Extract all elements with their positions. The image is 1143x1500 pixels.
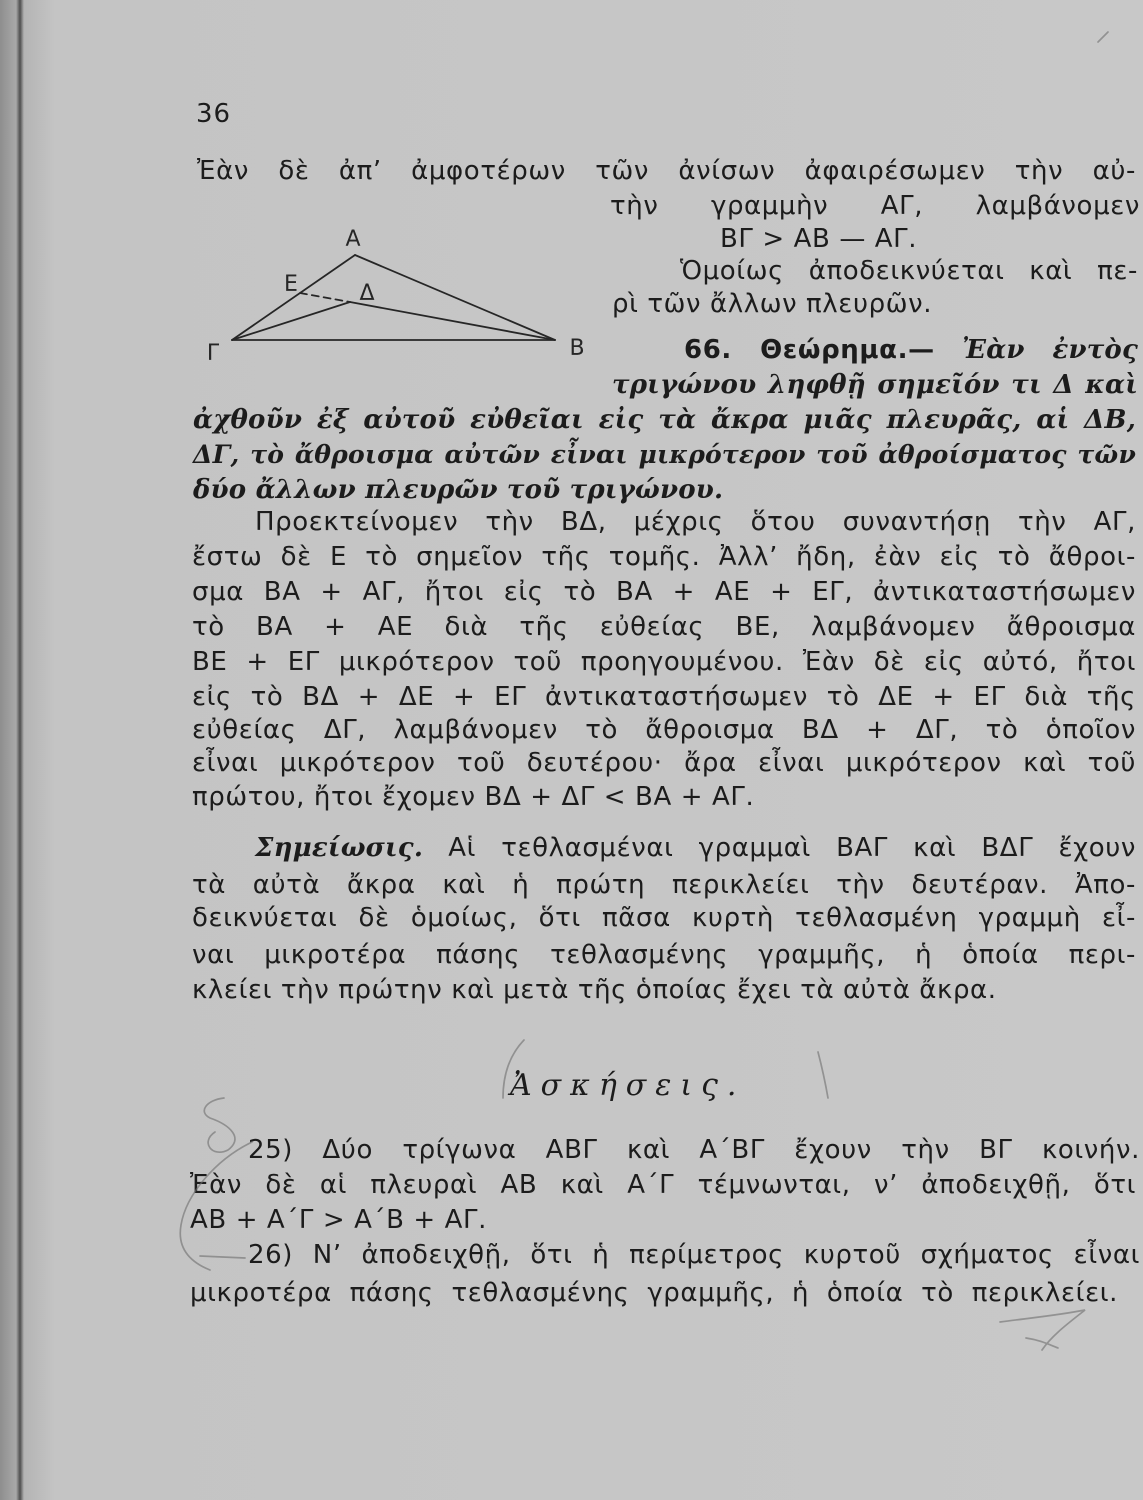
pencil-mark: [200, 1256, 245, 1258]
exercise-25-line: ΑΒ + Α΄Γ > Α΄Β + ΑΓ.: [190, 1205, 487, 1235]
side-ab: [355, 255, 555, 340]
page-number: 36: [196, 99, 232, 129]
proof-line: πρώτου, ἤτοι ἔχομεν ΒΔ + ΔΓ < ΒΑ + ΑΓ.: [192, 782, 755, 812]
theorem-line: ἀχθοῦν ἐξ αὐτοῦ εὐθεῖαι εἰς τὰ ἄκρα μιᾶς πλευρᾶς, αἱ ΔΒ,: [193, 405, 1136, 435]
triangle-figure: [200, 220, 600, 370]
intro-line: Ὁμοίως ἀποδεικνύεται καὶ πε-: [680, 256, 1138, 286]
pencil-mark: [1098, 32, 1108, 42]
note-line: [255, 831, 1136, 865]
proof-line: Προεκτείνομεν τὴν ΒΔ, μέχρις ὅτου συναντήσῃ τὴν ΑΓ,: [255, 507, 1136, 537]
segment-ed-dashed: [300, 293, 350, 302]
note-first-text: Αἱ τεθλασμέναι γραμμαὶ ΒΑΓ καὶ ΒΔΓ ἔχουν: [448, 833, 1136, 863]
side-ga: [232, 255, 355, 340]
exercise-26-line: μικροτέρα πάσης τεθλασμένης γραμμῆς, ἡ ὁποία τὸ περικλείει.: [190, 1278, 1118, 1308]
pencil-mark: [1000, 1310, 1085, 1350]
vertex-label-b: Β: [569, 336, 585, 361]
theorem-heading-line: [684, 333, 1138, 367]
note-line: ναι μικροτέρα πάσης τεθλασμένης γραμμῆς, ἡ ὁποία περι-: [192, 940, 1136, 970]
exercise-25-line: 25) Δύο τρίγωνα ΑΒΓ καὶ Α΄ΒΓ ἔχουν τὴν ΒΓ κοινήν.: [248, 1135, 1140, 1165]
note-line: δεικνύεται δὲ ὁμοίως, ὅτι πᾶσα κυρτὴ τεθλασμένη γραμμὴ εἶ-: [192, 903, 1136, 933]
proof-line: εὐθείας ΔΓ, λαμβάνομεν τὸ ἄθροισμα ΒΔ + ΔΓ, τὸ ὁποῖον: [192, 715, 1136, 745]
segment-gd: [232, 302, 350, 340]
segment-db: [350, 302, 555, 340]
intro-line: ρὶ τῶν ἄλλων πλευρῶν.: [612, 289, 933, 319]
theorem-title: 66. Θεώρημα.—: [684, 335, 935, 365]
pencil-mark: [818, 1052, 828, 1098]
vertex-label-a: Α: [345, 227, 361, 252]
exercise-26-line: 26) Ν’ ἀποδειχθῇ, ὅτι ἡ περίμετρος κυρτοῦ σχήματος εἶναι: [248, 1240, 1140, 1270]
intro-line: Ἐὰν δὲ ἀπ’ ἀμφοτέρων τῶν ἀνίσων ἀφαιρέσωμεν τὴν αὐ-: [197, 156, 1136, 186]
note-line: τὰ αὐτὰ ἄκρα καὶ ἡ πρώτη περικλείει τὴν δευτέραν. Ἀπο-: [192, 870, 1136, 900]
point-label-e: Ε: [284, 272, 298, 297]
exercise-25-line: Ἐὰν δὲ αἱ πλευραὶ ΑΒ καὶ Α΄Γ τέμνωνται, ν’ ἀποδειχθῇ, ὅτι: [190, 1170, 1136, 1200]
proof-line: σμα ΒΑ + ΑΓ, ἤτοι εἰς τὸ ΒΑ + ΑΕ + ΕΓ, ἀντικαταστήσωμεν: [192, 577, 1136, 607]
theorem-line: ΔΓ, τὸ ἄθροισμα αὐτῶν εἶναι μικρότερον τοῦ ἀθροίσματος τῶν: [193, 440, 1136, 469]
pencil-mark: [204, 1098, 235, 1152]
proof-line: ΒΕ + ΕΓ μικρότερον τοῦ προηγουμένου. Ἐὰν δὲ εἰς αὐτό, ἤτοι: [192, 647, 1136, 677]
vertex-label-g: Γ: [206, 341, 220, 366]
proof-line: ἔστω δὲ Ε τὸ σημεῖον τῆς τομῆς. Ἀλλ’ ἤδη, ἐὰν εἰς τὸ ἄθροι-: [192, 542, 1136, 572]
note-label: Σημείωσις.: [255, 833, 424, 863]
theorem-line: τριγώνου ληφθῇ σημεῖόν τι Δ καὶ: [612, 370, 1138, 400]
proof-line: εἰς τὸ ΒΔ + ΔΕ + ΕΓ ἀντικαταστήσωμεν τὸ ΔΕ + ΕΓ διὰ τῆς: [192, 682, 1136, 712]
exercises-heading: Ἀσκήσεις.: [510, 1068, 746, 1103]
theorem-line: δύο ἄλλων πλευρῶν τοῦ τριγώνου.: [193, 475, 724, 505]
point-label-d: Δ: [359, 281, 375, 306]
proof-line: εἶναι μικρότερον τοῦ δευτέρου· ἄρα εἶναι μικρότερον καὶ τοῦ: [192, 748, 1136, 778]
theorem-lead: Ἐὰν ἐντὸς: [962, 335, 1138, 365]
inequality-line: ΒΓ > ΑΒ — ΑΓ.: [720, 224, 918, 254]
proof-line: τὸ ΒΑ + ΑΕ διὰ τῆς εὐθείας ΒΕ, λαμβάνομεν ἄθροισμα: [192, 612, 1136, 642]
note-line: κλείει τὴν πρώτην καὶ μετὰ τῆς ὁποίας ἔχει τὰ αὐτὰ ἄκρα.: [192, 975, 997, 1005]
intro-line: τὴν γραμμὴν ΑΓ, λαμβάνομεν: [610, 191, 1140, 221]
